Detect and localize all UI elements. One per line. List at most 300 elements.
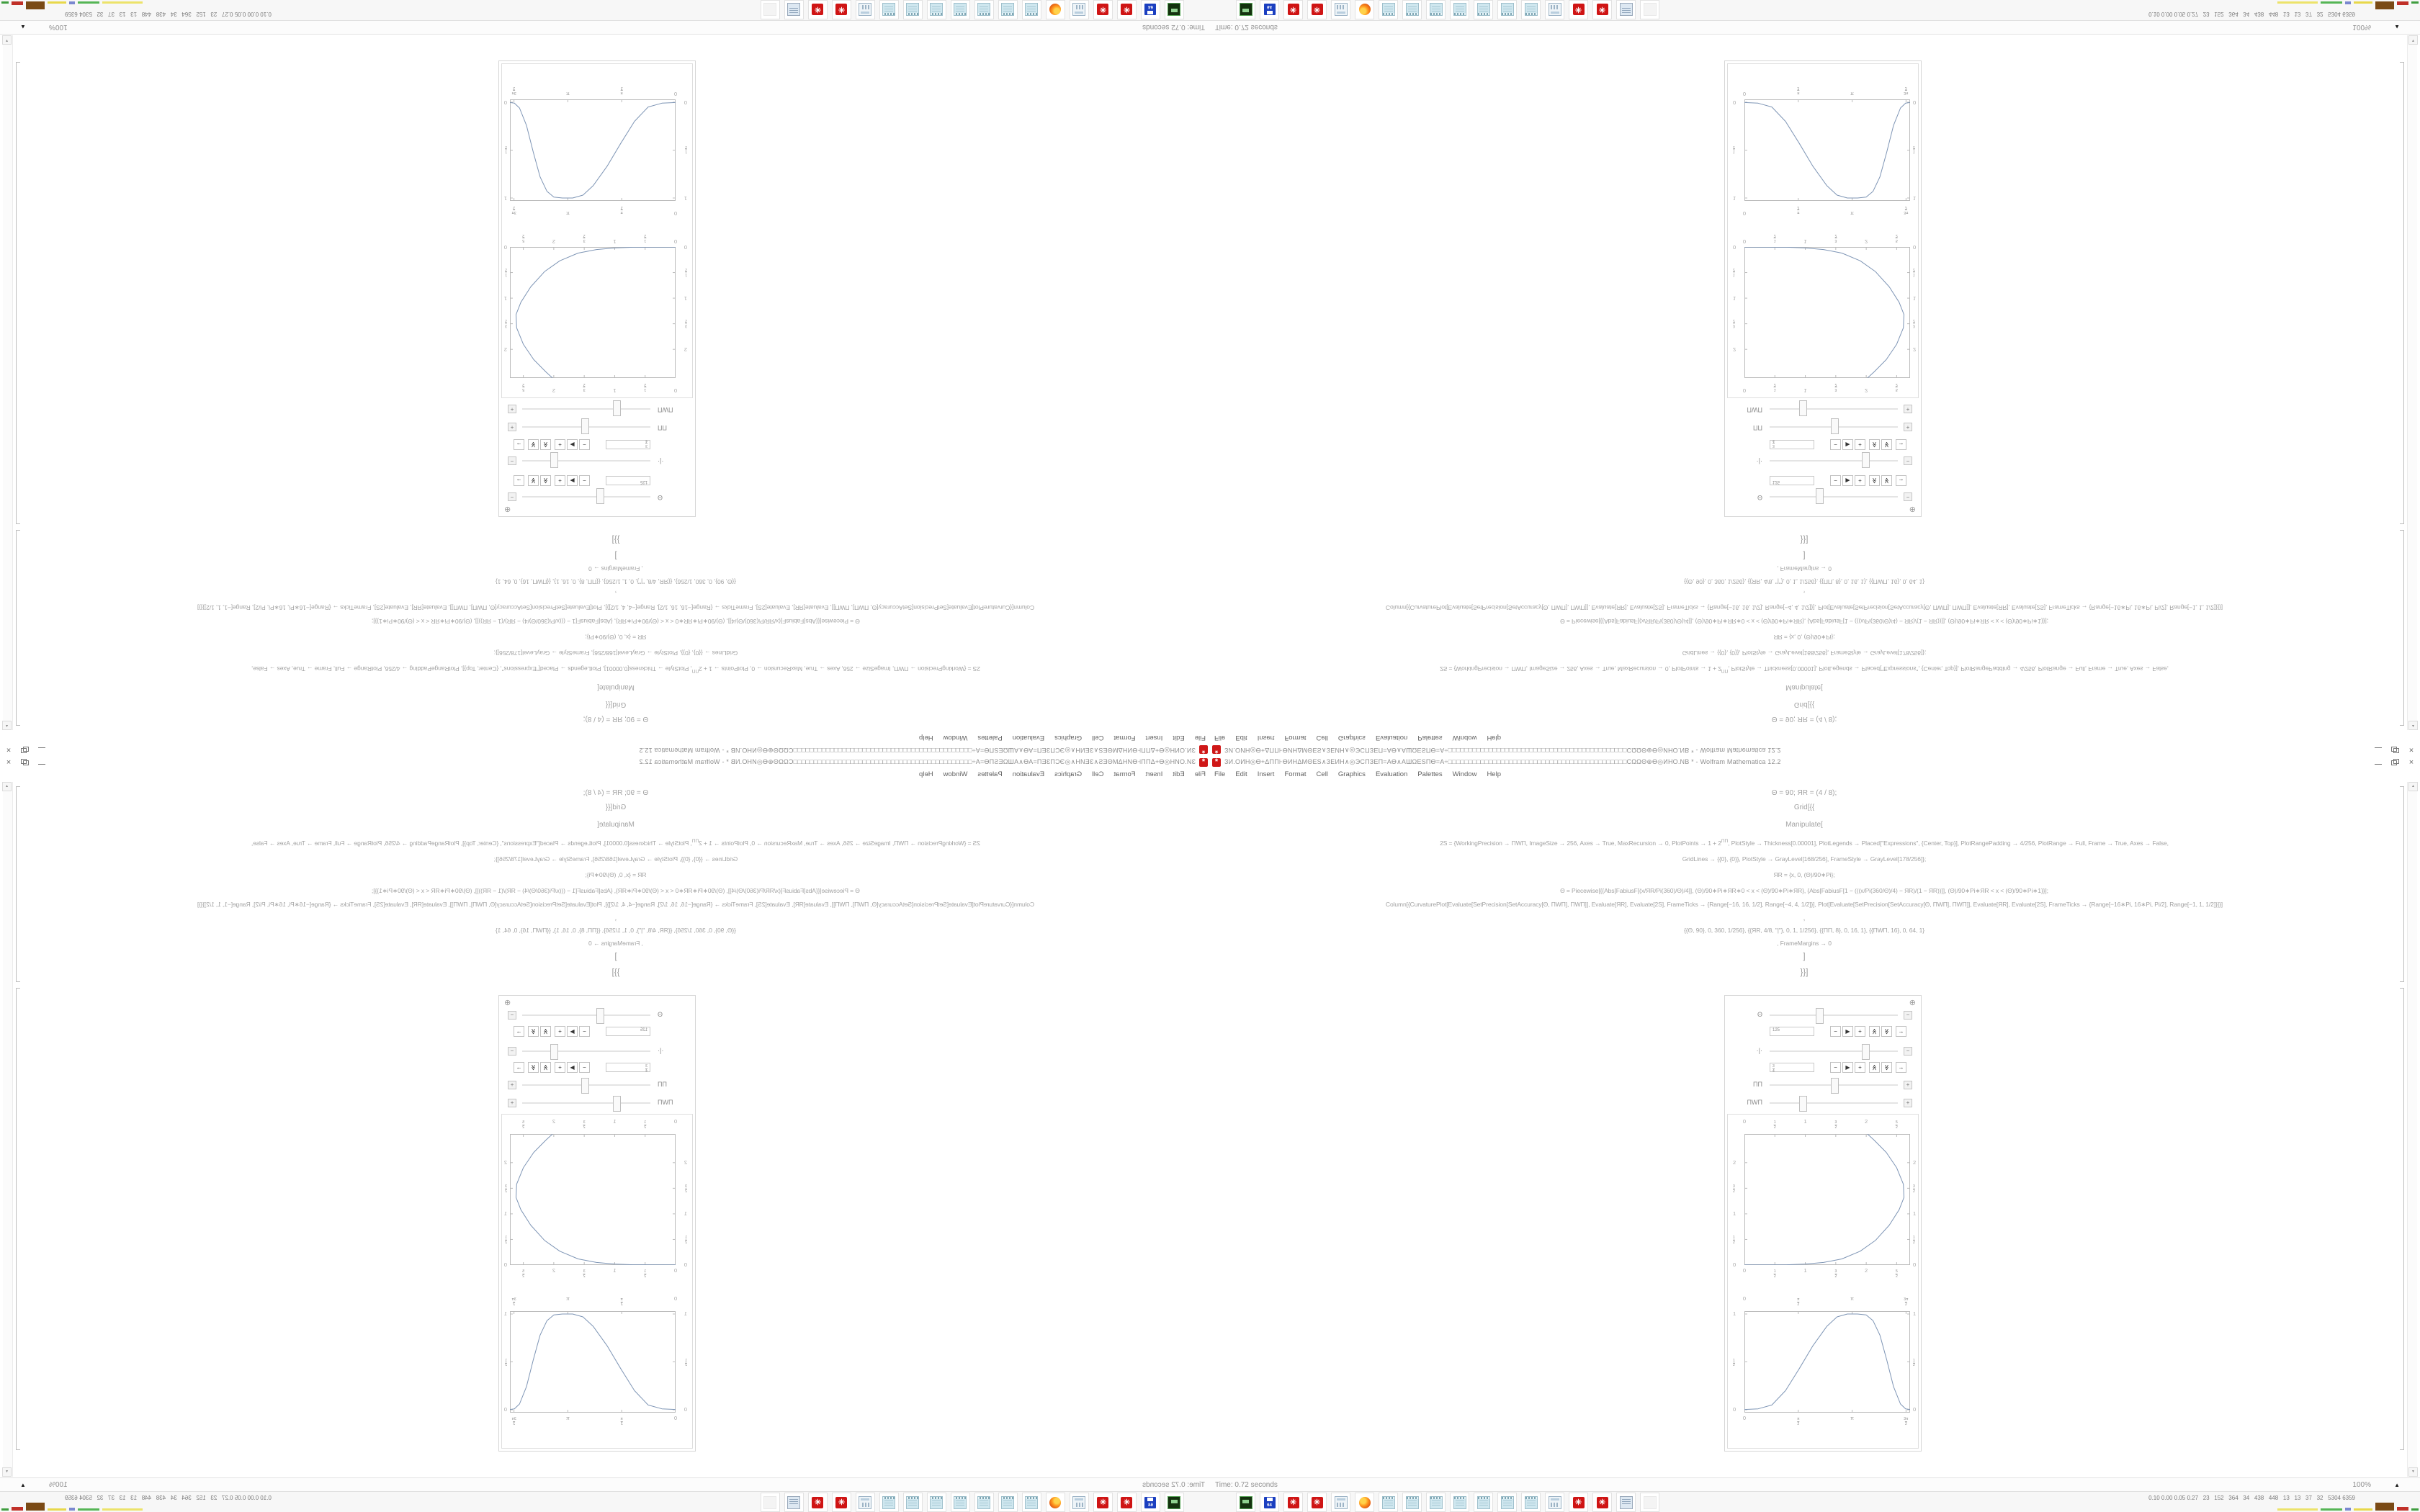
taskbar-item-notepad[interactable]	[1474, 0, 1493, 19]
taskbar-item-notepad[interactable]	[1022, 0, 1041, 19]
menu-item-window[interactable]: Window	[1452, 734, 1477, 742]
tick-label: 0	[673, 1118, 678, 1125]
scroll-up-icon[interactable]: ▲	[2, 721, 12, 730]
scroll-down-icon[interactable]: ▼	[2, 1467, 12, 1477]
menu-item-cell[interactable]: Cell	[1092, 770, 1104, 778]
taskbar-item-console[interactable]	[1165, 1493, 1184, 1512]
taskbar-item-notepad[interactable]	[1497, 0, 1517, 19]
slider-thumb[interactable]	[614, 400, 622, 416]
faster-icon[interactable]: ≫	[540, 439, 551, 450]
menu-item-graphics[interactable]: Graphics	[1337, 770, 1366, 778]
taskbar-item-firefox[interactable]	[1046, 0, 1065, 19]
slider-thumb[interactable]	[1862, 452, 1870, 468]
taskbar-item-firefox[interactable]	[1355, 0, 1374, 19]
increment-button[interactable]: +	[555, 1026, 565, 1037]
slider-track[interactable]	[1770, 460, 1898, 462]
magnification-dropdown-icon[interactable]: ▲	[20, 24, 26, 30]
value-field[interactable]: 125	[606, 476, 650, 485]
taskbar-item-notepad[interactable]	[1497, 1493, 1517, 1512]
forward-icon[interactable]: →	[1896, 439, 1906, 450]
slider-thumb[interactable]	[1862, 1044, 1870, 1060]
decrement-button[interactable]: −	[1830, 475, 1841, 486]
tick-label: 0	[503, 99, 507, 106]
slider-track[interactable]	[1770, 1050, 1898, 1052]
slider-track[interactable]	[1770, 1014, 1898, 1016]
menu-item-evaluation[interactable]: Evaluation	[1012, 770, 1045, 778]
close-button[interactable]: ×	[2408, 757, 2414, 767]
close-button[interactable]: ×	[6, 757, 12, 767]
collapse-icon[interactable]: −	[508, 456, 516, 465]
taskbar-item-notepad[interactable]	[974, 0, 994, 19]
code-line: ]	[1803, 953, 1806, 961]
taskbar-item-notepad[interactable]	[1450, 0, 1469, 19]
menu-item-help[interactable]: Help	[1487, 770, 1501, 778]
scroll-down-icon[interactable]: ▼	[2408, 35, 2418, 45]
menu-item-edit[interactable]: Edit	[1235, 734, 1247, 742]
taskbar-item-ghost[interactable]	[1640, 0, 1659, 19]
increment-button[interactable]: +	[555, 439, 565, 450]
taskbar-item-ghost[interactable]	[761, 0, 780, 19]
cell-bracket-output[interactable]	[2399, 62, 2404, 524]
manipulate-panel	[498, 995, 696, 1452]
taskbar-item-calc[interactable]	[856, 0, 875, 19]
decrement-button[interactable]: −	[1830, 1062, 1841, 1073]
play-button[interactable]: ▶	[1842, 439, 1853, 450]
slower-icon[interactable]: ≫	[528, 1062, 539, 1073]
taskbar-item-notepad[interactable]	[951, 1493, 970, 1512]
faster-icon[interactable]: ≫	[1869, 439, 1880, 450]
taskbar-item-notepad[interactable]	[879, 0, 899, 19]
slider-track[interactable]	[1770, 1102, 1898, 1104]
tick-label: 2	[1865, 1267, 1868, 1274]
taskbar-item-calc[interactable]	[856, 1493, 875, 1512]
slider-thumb[interactable]	[1831, 1078, 1839, 1094]
taskbar-item-floppy64[interactable]	[1141, 1493, 1160, 1512]
taskbar-item-notepad[interactable]	[903, 1493, 923, 1512]
slider-track[interactable]	[522, 1014, 650, 1016]
taskbar-item-notepad[interactable]	[974, 1493, 994, 1512]
code-line: }}]	[1800, 535, 1809, 544]
cell-bracket-output[interactable]	[16, 62, 21, 524]
increment-button[interactable]: +	[555, 1062, 565, 1073]
collapse-icon[interactable]: −	[1904, 492, 1912, 501]
forward-icon[interactable]: →	[1896, 1062, 1906, 1073]
manipulate-options-icon[interactable]: ⊕	[504, 999, 511, 1007]
value-field[interactable]: 125	[1770, 1027, 1814, 1036]
evaluation-time: Time: 0.72 seconds	[1215, 23, 1278, 31]
cell-bracket-output[interactable]	[2399, 988, 2404, 1450]
menu-item-window[interactable]: Window	[1452, 770, 1477, 778]
decrement-button[interactable]: −	[1830, 1026, 1841, 1037]
slider-track[interactable]	[1770, 496, 1898, 498]
magnification-dropdown-icon[interactable]: ▲	[2394, 1482, 2400, 1488]
taskbar-item-notepad[interactable]	[1379, 1493, 1398, 1512]
taskbar	[1210, 0, 2420, 21]
vertical-scrollbar[interactable]	[2407, 782, 2417, 1477]
taskbar-item-notepad[interactable]	[927, 0, 946, 19]
taskbar-item-notepad[interactable]	[1022, 1493, 1041, 1512]
menu-item-cell[interactable]: Cell	[1316, 734, 1328, 742]
restore-button[interactable]	[21, 759, 30, 766]
taskbar-item-gear[interactable]	[1093, 0, 1113, 19]
collapse-icon[interactable]: −	[508, 1047, 516, 1056]
minimize-button[interactable]	[37, 747, 46, 754]
cell-bracket-input[interactable]	[2399, 786, 2404, 982]
slower-icon[interactable]: ≫	[528, 475, 539, 486]
slower-icon[interactable]: ≫	[528, 1026, 539, 1037]
slider-track[interactable]	[522, 1102, 650, 1104]
code-line: {{Θ, 90}, 0, 360, 1/256}, {{ЯR, 4/8, "|"}, 0, 1, 1/256}, {{ΠΠ, 8}, 0, 16, 1}, {{ΠWΠ, 16}, 0, 64, 1}	[496, 578, 736, 585]
menu-item-file[interactable]: File	[1194, 770, 1206, 778]
faster-icon[interactable]: ≫	[540, 1062, 551, 1073]
taskbar-item-gear[interactable]	[1117, 1493, 1137, 1512]
menu-item-palettes[interactable]: Palettes	[1417, 770, 1443, 778]
play-button[interactable]: ▶	[1842, 1026, 1853, 1037]
code-line: ЯR = {x, 0, (Θ)/90∗Pi};	[1773, 871, 1835, 878]
magnification-value[interactable]: 100%	[49, 23, 68, 31]
taskbar-item-notepad[interactable]	[927, 1493, 946, 1512]
taskbar-item-floppy64[interactable]	[1260, 1493, 1279, 1512]
value-field[interactable]: $\frac{3}{4}$	[606, 1063, 650, 1072]
decrement-button[interactable]: −	[579, 475, 590, 486]
collapse-icon[interactable]: −	[1904, 1047, 1912, 1056]
close-button[interactable]: ×	[2408, 745, 2414, 755]
decrement-button[interactable]: −	[579, 1026, 590, 1037]
taskbar-item-notepad[interactable]	[998, 0, 1018, 19]
taskbar-item-console[interactable]	[1236, 1493, 1255, 1512]
tick-label: π	[1850, 1415, 1855, 1421]
menu-item-palettes[interactable]: Palettes	[977, 734, 1003, 742]
code-line: Column[{CurvaturePlot[Evaluate[SetPrecision[SetAccuracy[Θ, ΠWΠ], ΠWΠ]], Evaluate[ЯR], Evaluate[2S], FrameTicks → {Range[−16, 16, 1/2], Range[−4, 4, 1/2]}], Plot[Evaluate[SetPrecision[SetAccuracy[Θ, ΠWΠ], ΠWΠ]], Evaluate[ЯR], Evaluate[2S], FrameTicks → {Range[−16∗Pi, 16∗Pi, Pi/2], Range[−1, 1, 1/2]}]}]	[1385, 901, 2223, 908]
menu-item-window[interactable]: Window	[943, 734, 968, 742]
slower-icon[interactable]: ≫	[528, 439, 539, 450]
slider-thumb[interactable]	[1799, 400, 1807, 416]
menu-item-file[interactable]: File	[1214, 734, 1226, 742]
expand-icon[interactable]: +	[508, 1081, 516, 1089]
taskbar-item-scroll[interactable]	[784, 0, 804, 19]
slider-thumb[interactable]	[1816, 488, 1824, 504]
slower-icon[interactable]: ≫	[1881, 475, 1892, 486]
plot-curve	[510, 102, 676, 198]
cell-bracket-input[interactable]	[16, 530, 21, 726]
slider-track[interactable]	[522, 496, 650, 498]
scroll-down-icon[interactable]: ▼	[2, 35, 12, 45]
taskbar-item-calc[interactable]	[1545, 1493, 1564, 1512]
play-button[interactable]: ▶	[567, 475, 578, 486]
taskbar-item-scroll[interactable]	[1616, 1493, 1636, 1512]
slider-thumb[interactable]	[1816, 1008, 1824, 1024]
slider-track[interactable]	[522, 1050, 650, 1052]
slider-track[interactable]	[522, 408, 650, 410]
menu-item-cell[interactable]: Cell	[1092, 734, 1104, 742]
magnification-dropdown-icon[interactable]: ▲	[2394, 24, 2400, 30]
menu-item-evaluation[interactable]: Evaluation	[1375, 770, 1408, 778]
taskbar-item-calc[interactable]	[1331, 1493, 1350, 1512]
slower-icon[interactable]: ≫	[1881, 1062, 1892, 1073]
slider-thumb[interactable]	[581, 418, 589, 434]
taskbar-item-floppy64[interactable]	[1260, 0, 1279, 19]
tick-label: 0	[684, 1261, 687, 1268]
play-button[interactable]: ▶	[1842, 475, 1853, 486]
taskbar-item-notepad[interactable]	[1474, 1493, 1493, 1512]
forward-icon[interactable]: →	[514, 475, 524, 486]
taskbar-item-notepad[interactable]	[903, 0, 923, 19]
expand-icon[interactable]: +	[1904, 423, 1912, 431]
taskbar-item-gear[interactable]	[1307, 1493, 1327, 1512]
taskbar-item-scroll[interactable]	[1616, 0, 1636, 19]
decrement-button[interactable]: −	[579, 439, 590, 450]
slider-thumb[interactable]	[596, 488, 604, 504]
cell-bracket-output[interactable]	[16, 988, 21, 1450]
menu-item-help[interactable]: Help	[1487, 734, 1501, 742]
taskbar-item-gear[interactable]	[1592, 0, 1612, 19]
value-field[interactable]: 125	[606, 1027, 650, 1036]
faster-icon[interactable]: ≫	[1869, 475, 1880, 486]
taskbar-item-notepad[interactable]	[1521, 1493, 1541, 1512]
decrement-button[interactable]: −	[1830, 439, 1841, 450]
scroll-down-icon[interactable]: ▼	[2408, 1467, 2418, 1477]
vertical-scrollbar[interactable]	[3, 782, 13, 1477]
tick-label: 1	[684, 295, 687, 302]
faster-icon[interactable]: ≫	[1869, 1062, 1880, 1073]
notepad-icon	[1406, 1496, 1419, 1509]
slider-track[interactable]	[1770, 408, 1898, 410]
menu-item-insert[interactable]: Insert	[1257, 734, 1275, 742]
slider-thumb[interactable]	[614, 1096, 622, 1112]
menu-item-file[interactable]: File	[1194, 734, 1206, 742]
curvature-plot	[502, 1119, 692, 1283]
slower-icon[interactable]: ≫	[1881, 1026, 1892, 1037]
menu-item-palettes[interactable]: Palettes	[1417, 734, 1443, 742]
magnification-value[interactable]: 100%	[49, 1481, 68, 1489]
tick-label: π	[565, 1295, 570, 1302]
value-field[interactable]: 3 4	[1770, 440, 1814, 449]
tick-label: 1 2	[685, 145, 687, 154]
taskbar-item-notepad[interactable]	[1426, 0, 1446, 19]
taskbar-item-notepad[interactable]	[1521, 0, 1541, 19]
fabius-plot	[502, 81, 692, 216]
taskbar-item-gear[interactable]	[1283, 1493, 1303, 1512]
value-field[interactable]: 3 4	[606, 440, 650, 449]
faster-icon[interactable]: ≫	[540, 1026, 551, 1037]
taskbar-item-firefox[interactable]	[1046, 1493, 1065, 1512]
taskbar-item-ghost[interactable]	[1640, 1493, 1659, 1512]
taskbar-item-gear[interactable]	[1117, 0, 1137, 19]
play-button[interactable]: ▶	[567, 1062, 578, 1073]
expand-icon[interactable]: +	[508, 405, 516, 413]
taskbar-item-notepad[interactable]	[1379, 0, 1398, 19]
slider-thumb[interactable]	[596, 1008, 604, 1024]
minimize-button[interactable]	[2374, 759, 2383, 766]
notepad-icon	[931, 4, 944, 17]
collapse-icon[interactable]: −	[1904, 456, 1912, 465]
faster-icon[interactable]: ≫	[1869, 1026, 1880, 1037]
cell-bracket-input[interactable]	[16, 786, 21, 982]
taskbar-item-notepad[interactable]	[1402, 1493, 1422, 1512]
taskbar-item-console[interactable]	[1165, 0, 1184, 19]
play-button[interactable]: ▶	[1842, 1062, 1853, 1073]
taskbar-item-calc[interactable]	[1070, 1493, 1089, 1512]
menu-item-format[interactable]: Format	[1284, 770, 1307, 778]
taskbar-item-console[interactable]	[1236, 0, 1255, 19]
play-button[interactable]: ▶	[567, 1026, 578, 1037]
menu-item-evaluation[interactable]: Evaluation	[1375, 734, 1408, 742]
minimize-button[interactable]	[2374, 747, 2383, 754]
vertical-scrollbar[interactable]	[2407, 35, 2417, 730]
menu-item-edit[interactable]: Edit	[1235, 770, 1247, 778]
floppy64-icon	[1145, 1497, 1157, 1508]
menu-item-format[interactable]: Format	[1284, 734, 1307, 742]
increment-button[interactable]: +	[1855, 439, 1865, 450]
expand-icon[interactable]: +	[508, 1099, 516, 1107]
menu-item-insert[interactable]: Insert	[1145, 770, 1163, 778]
play-button[interactable]: ▶	[567, 439, 578, 450]
taskbar-item-gear[interactable]	[1283, 0, 1303, 19]
menu-item-file[interactable]: File	[1214, 770, 1226, 778]
tick-label: $\frac{5}{2}$	[522, 1269, 524, 1279]
sparkline-segment	[2411, 1508, 2419, 1511]
increment-button[interactable]: +	[1855, 475, 1865, 486]
taskbar-item-gear[interactable]	[808, 1493, 828, 1512]
close-button[interactable]: ×	[6, 745, 12, 755]
menu-item-help[interactable]: Help	[919, 734, 933, 742]
slider-track[interactable]	[522, 1084, 650, 1086]
taskbar-item-calc[interactable]	[1331, 0, 1350, 19]
expand-icon[interactable]: +	[1904, 1081, 1912, 1089]
scroll-up-icon[interactable]: ▲	[2408, 782, 2418, 791]
minimize-button[interactable]	[37, 759, 46, 766]
tick-label: 1 2	[1773, 233, 1776, 243]
taskbar-item-calc[interactable]	[1545, 0, 1564, 19]
forward-icon[interactable]: →	[514, 439, 524, 450]
slider-track[interactable]	[522, 426, 650, 428]
collapse-icon[interactable]: −	[508, 492, 516, 501]
menu-item-format[interactable]: Format	[1113, 734, 1136, 742]
taskbar-item-notepad[interactable]	[1450, 1493, 1469, 1512]
taskbar-item-calc[interactable]	[1070, 0, 1089, 19]
sparkline-segment	[2277, 1508, 2318, 1511]
notepad-icon	[1453, 4, 1466, 17]
tick-label: 2	[552, 238, 555, 245]
taskbar-item-gear[interactable]	[1093, 1493, 1113, 1512]
taskbar-item-gear[interactable]	[1592, 1493, 1612, 1512]
value-field[interactable]: $\frac{3}{4}$	[1770, 1063, 1814, 1072]
restore-button[interactable]	[2390, 759, 2399, 766]
scroll-up-icon[interactable]: ▲	[2408, 721, 2418, 730]
tick-label: 3π 2	[1904, 86, 1909, 95]
window-controls	[2374, 747, 2416, 754]
slider-thumb[interactable]	[550, 1044, 558, 1060]
menu-item-evaluation[interactable]: Evaluation	[1012, 734, 1045, 742]
notepad-icon	[1453, 1496, 1466, 1509]
taskbar-item-notepad[interactable]	[1426, 1493, 1446, 1512]
manipulate-options-icon[interactable]: ⊕	[1909, 505, 1916, 513]
tick-label: $\frac{3\pi}{2}$	[1904, 1297, 1909, 1307]
magnification-value[interactable]: 100%	[2352, 23, 2371, 31]
decrement-button[interactable]: −	[579, 1062, 590, 1073]
manipulate-options-icon[interactable]: ⊕	[1909, 999, 1916, 1007]
menu-item-graphics[interactable]: Graphics	[1054, 734, 1083, 742]
vertical-scrollbar[interactable]	[3, 35, 13, 730]
expand-icon[interactable]: +	[508, 423, 516, 431]
forward-icon[interactable]: →	[514, 1026, 524, 1037]
menu-item-insert[interactable]: Insert	[1257, 770, 1275, 778]
menu-item-edit[interactable]: Edit	[1173, 770, 1185, 778]
menu-item-graphics[interactable]: Graphics	[1337, 734, 1366, 742]
console-icon	[1240, 4, 1252, 17]
code-line: ]	[614, 953, 617, 961]
menu-item-format[interactable]: Format	[1113, 770, 1136, 778]
increment-button[interactable]: +	[1855, 1026, 1865, 1037]
taskbar-item-floppy64[interactable]	[1141, 0, 1160, 19]
collapse-icon[interactable]: −	[1904, 1011, 1912, 1020]
faster-icon[interactable]: ≫	[540, 475, 551, 486]
taskbar-item-gear[interactable]	[1307, 0, 1327, 19]
taskbar-item-gear[interactable]	[832, 1493, 851, 1512]
menu-item-palettes[interactable]: Palettes	[977, 770, 1003, 778]
slider-track[interactable]	[1770, 1084, 1898, 1086]
expand-icon[interactable]: +	[1904, 1099, 1912, 1107]
taskbar-item-notepad[interactable]	[951, 0, 970, 19]
expand-icon[interactable]: +	[1904, 405, 1912, 413]
taskbar-item-ghost[interactable]	[761, 1493, 780, 1512]
increment-button[interactable]: +	[1855, 1062, 1865, 1073]
magnification-dropdown-icon[interactable]: ▲	[20, 1482, 26, 1488]
taskbar-item-gear[interactable]	[808, 0, 828, 19]
code-line: Θ = 90; ЯR = (4 / 8);	[583, 789, 649, 797]
forward-icon[interactable]: →	[1896, 475, 1906, 486]
forward-icon[interactable]: →	[1896, 1026, 1906, 1037]
menu-item-edit[interactable]: Edit	[1173, 734, 1185, 742]
taskbar-item-notepad[interactable]	[1402, 0, 1422, 19]
taskbar-item-notepad[interactable]	[998, 1493, 1018, 1512]
tick-label: 5 2	[1896, 382, 1898, 392]
taskbar-item-scroll[interactable]	[784, 1493, 804, 1512]
slider-track[interactable]	[1770, 426, 1898, 428]
taskbar-item-gear[interactable]	[1569, 1493, 1588, 1512]
forward-icon[interactable]: →	[514, 1062, 524, 1073]
tick-label: 1	[1733, 195, 1736, 202]
restore-button[interactable]	[21, 747, 30, 754]
menu-item-graphics[interactable]: Graphics	[1054, 770, 1083, 778]
quadrant-mirror-horizontal	[0, 756, 1210, 1512]
notepad-icon	[1525, 1496, 1538, 1509]
menu-item-insert[interactable]: Insert	[1145, 734, 1163, 742]
slower-icon[interactable]: ≫	[1881, 439, 1892, 450]
value-field[interactable]: 125	[1770, 476, 1814, 485]
menu-item-window[interactable]: Window	[943, 770, 968, 778]
slider-thumb[interactable]	[1831, 418, 1839, 434]
collapse-icon[interactable]: −	[508, 1011, 516, 1020]
taskbar-item-notepad[interactable]	[879, 1493, 899, 1512]
tick-label: 0	[1742, 387, 1747, 394]
magnification-value[interactable]: 100%	[2352, 1481, 2371, 1489]
slider-thumb[interactable]	[550, 452, 558, 468]
taskbar-item-firefox[interactable]	[1355, 1493, 1374, 1512]
restore-button[interactable]	[2390, 747, 2399, 754]
menu-item-cell[interactable]: Cell	[1316, 770, 1328, 778]
taskbar-item-gear[interactable]	[832, 0, 851, 19]
slider-thumb[interactable]	[581, 1078, 589, 1094]
cell-bracket-input[interactable]	[2399, 530, 2404, 726]
slider-track[interactable]	[522, 460, 650, 462]
scroll-up-icon[interactable]: ▲	[2, 782, 12, 791]
manipulate-options-icon[interactable]: ⊕	[504, 505, 511, 513]
taskbar-item-gear[interactable]	[1569, 0, 1588, 19]
increment-button[interactable]: +	[555, 475, 565, 486]
menu-item-help[interactable]: Help	[919, 770, 933, 778]
slider-thumb[interactable]	[1799, 1096, 1807, 1112]
